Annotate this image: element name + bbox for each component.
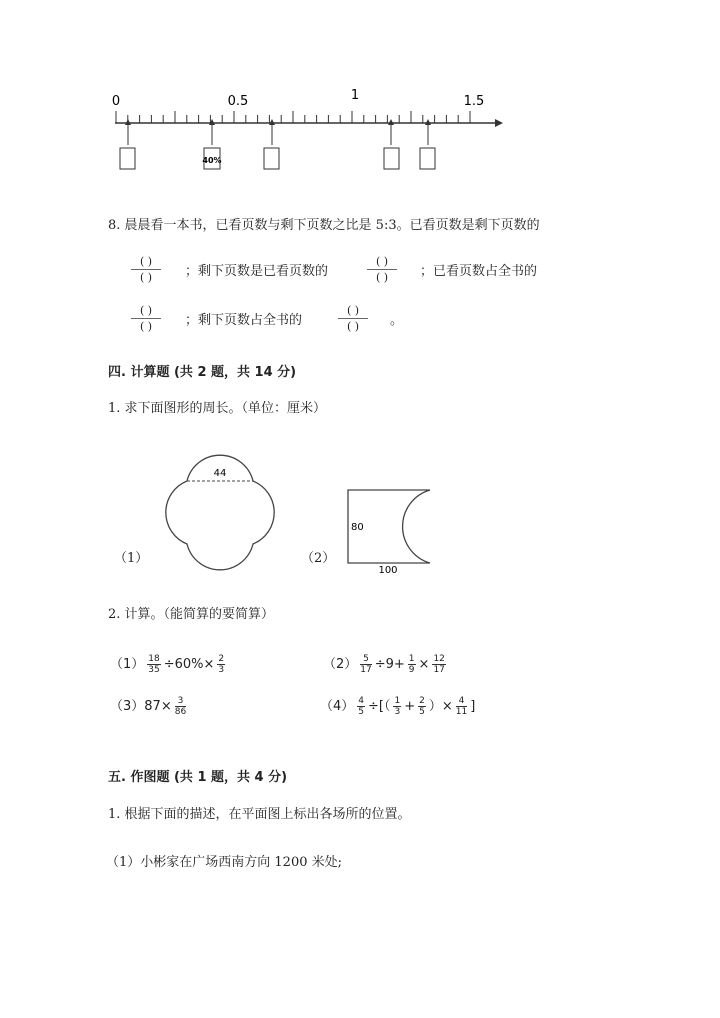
tick-label-1: 1 xyxy=(350,88,360,103)
q8-seg3: ；剩下页数占全书的 xyxy=(185,313,303,328)
answer-box-3[interactable] xyxy=(264,148,279,169)
arrow-marker-2 xyxy=(202,119,221,169)
q8-seg2: ；已看页数占全书的 xyxy=(420,264,538,279)
answer-box-4[interactable] xyxy=(384,148,399,169)
tick-label-1-5: 1.5 xyxy=(463,94,485,109)
figure1-label: （1） xyxy=(114,551,149,566)
figure-rect-arc xyxy=(340,482,450,577)
figure-clover xyxy=(150,445,305,585)
calc-3: （3）87× $\frac{3}{86}$ xyxy=(110,696,187,717)
clover-dim-label: 44 xyxy=(213,468,227,479)
number-line-arrowhead xyxy=(495,119,503,127)
calc-2: （2） $\frac{5}{17}$ ÷9+ $\frac{1}{9}$ × $\frac{12}{17}$ xyxy=(323,654,445,675)
calc-4: （4） $\frac{4}{5}$ ÷[（ $\frac{1}{3}$ + $\frac{2}{5}$ ）× $\frac{4}{11}$ ] xyxy=(320,696,476,717)
answer-box-5[interactable] xyxy=(420,148,435,169)
calc-4-frac-2: $\frac{1}{3}$ xyxy=(394,696,401,717)
calc-1-frac-1: $\frac{18}{35}$ xyxy=(148,654,160,675)
fraction-blank-1[interactable]: ( ) ( ) xyxy=(131,255,161,284)
fraction-blank-4[interactable]: ( ) ( ) xyxy=(338,304,368,333)
q8-end: 。 xyxy=(390,313,404,328)
tick-label-0-5: 0.5 xyxy=(227,94,249,109)
calc-2-frac-1: $\frac{5}{17}$ xyxy=(360,654,372,675)
arrow-marker-5 xyxy=(420,119,435,169)
arrow-marker-1 xyxy=(120,119,135,169)
calc-4-frac-4: $\frac{4}{11}$ xyxy=(455,696,468,717)
calc-4-frac-3: $\frac{2}{5}$ xyxy=(419,696,425,717)
number-line xyxy=(105,85,505,180)
number-line-ticks xyxy=(116,111,470,123)
calc-1-frac-2: $\frac{2}{3}$ xyxy=(218,654,225,675)
section5-q1-1: （1）小彬家在广场西南方向 1200 米处; xyxy=(106,855,342,870)
section4-q1: 1. 求下面图形的周长。（单位：厘米） xyxy=(108,401,327,416)
answer-box-1[interactable] xyxy=(120,148,135,169)
calc-3-frac-1: $\frac{3}{86}$ xyxy=(174,696,187,717)
calc-1: （1） $\frac{18}{35}$ ÷60%× $\frac{2}{3}$ xyxy=(110,654,225,675)
section4-q2: 2. 计算。（能简算的要简算） xyxy=(108,607,275,622)
rect-width-label: 100 xyxy=(378,565,398,576)
arrow-marker-3 xyxy=(264,119,279,169)
calc-4-frac-1: $\frac{4}{5}$ xyxy=(358,696,365,717)
section4-heading: 四. 计算题 (共 2 题，共 14 分) xyxy=(108,365,297,380)
fraction-blank-3[interactable]: ( ) ( ) xyxy=(131,304,161,333)
answer-box-2-value: 40% xyxy=(202,156,222,165)
arrow-marker-4 xyxy=(384,119,399,169)
calc-2-frac-3: $\frac{12}{17}$ xyxy=(433,654,445,675)
fraction-blank-2[interactable]: ( ) ( ) xyxy=(367,255,397,284)
tick-label-0: 0 xyxy=(111,94,121,109)
rect-height-label: 80 xyxy=(351,522,364,533)
q8-text: 8. 晨晨看一本书，已看页数与剩下页数之比是 5:3。已看页数是剩下页数的 xyxy=(108,218,540,233)
section5-heading: 五. 作图题 (共 1 题，共 4 分) xyxy=(108,770,288,785)
section5-q1: 1. 根据下面的描述，在平面图上标出各场所的位置。 xyxy=(108,807,411,822)
figure2-label: （2） xyxy=(301,551,336,566)
calc-2-frac-2: $\frac{1}{9}$ xyxy=(408,654,415,675)
q8-seg1: ；剩下页数是已看页数的 xyxy=(185,264,329,279)
